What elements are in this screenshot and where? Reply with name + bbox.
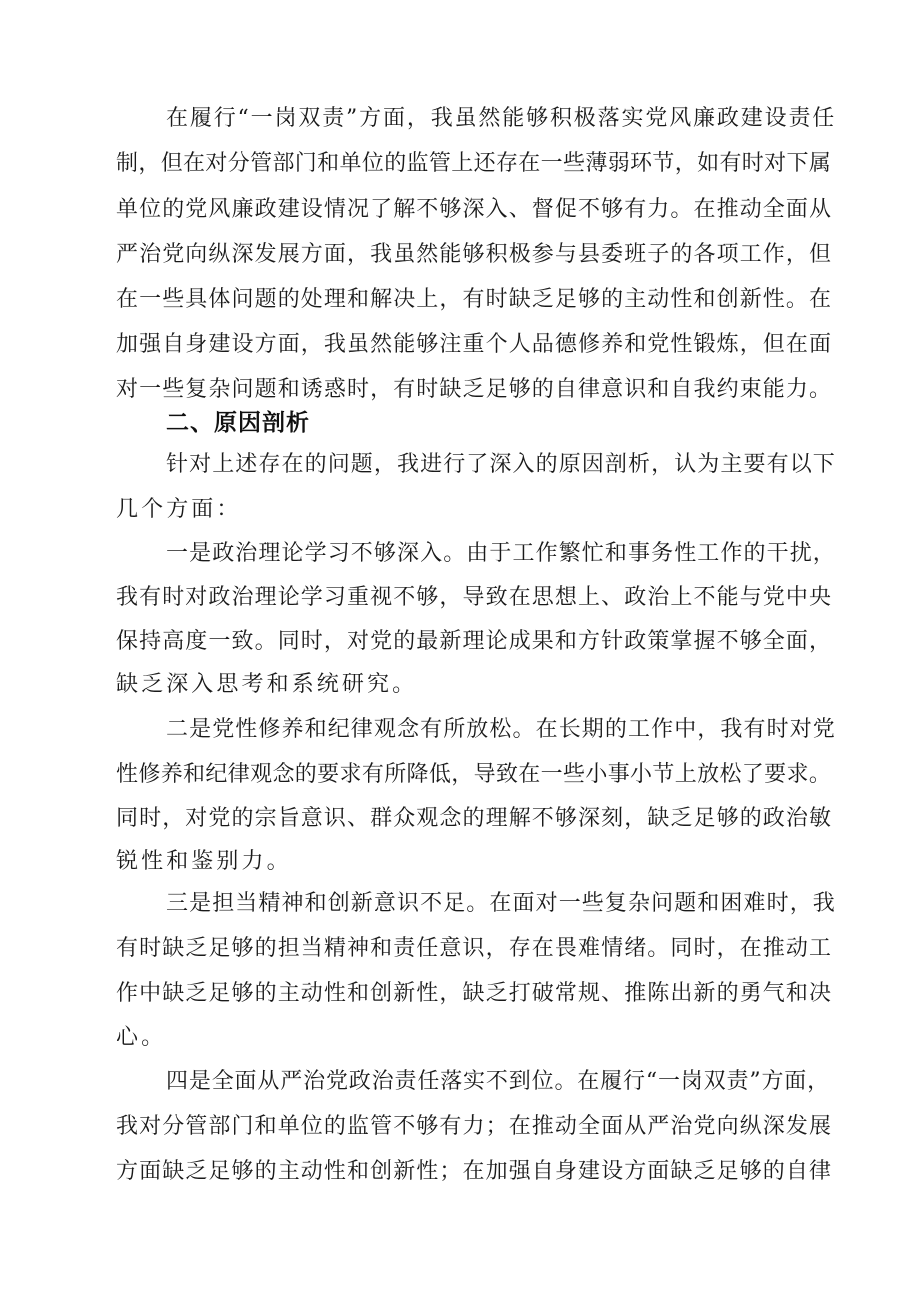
paragraph-line: 三是担当精神和创新意识不足。在面对一些复杂问题和困难时，我 <box>166 891 836 916</box>
paragraph-line: 锐性和鉴别力。 <box>116 849 292 874</box>
paragraph-line: 在履行“一岗双责”方面，我虽然能够积极落实党风廉政建设责任 <box>166 106 837 131</box>
paragraph-line: 方面缺乏足够的主动性和创新性；在加强自身建设方面缺乏足够的自律 <box>116 1159 833 1184</box>
paragraph-line: 二是党性修养和纪律观念有所放松。在长期的工作中，我有时对党 <box>166 717 836 742</box>
paragraph-line: 同时，对党的宗旨意识、群众观念的理解不够深刻，缺乏足够的政治敏 <box>116 806 833 831</box>
paragraph-line: 在一些具体问题的处理和解决上，有时缺乏足够的主动性和创新性。在 <box>116 287 833 312</box>
paragraph-line: 单位的党风廉政建设情况了解不够深入、督促不够有力。在推动全面从 <box>116 197 833 222</box>
paragraph-line: 心。 <box>116 1025 167 1050</box>
paragraph-line: 缺乏深入思考和系统研究。 <box>116 672 418 697</box>
paragraph-line: 保持高度一致。同时，对党的最新理论成果和方针政策掌握不够全面， <box>116 629 833 654</box>
paragraph-line: 性修养和纪律观念的要求有所降低，导致在一些小事小节上放松了要求。 <box>116 762 832 787</box>
paragraph-line: 四是全面从严治党政治责任落实不到位。在履行“一岗双责”方面， <box>166 1069 830 1094</box>
section-heading: 二、原因剖析 <box>166 410 310 436</box>
paragraph-line: 加强自身建设方面，我虽然能够注重个人品德修养和党性锻炼，但在面 <box>116 332 833 357</box>
paragraph-line: 我对分管部门和单位的监管不够有力；在推动全面从严治党向纵深发展 <box>116 1114 833 1139</box>
paragraph-line: 严治党向纵深发展方面，我虽然能够积极参与县委班子的各项工作，但 <box>116 242 833 267</box>
paragraph-line: 有时缺乏足够的担当精神和责任意识，存在畏难情绪。同时，在推动工 <box>116 936 833 961</box>
paragraph-line: 对一些复杂问题和诱惑时，有时缺乏足够的自律意识和自我约束能力。 <box>116 377 833 402</box>
paragraph-line: 我有时对政治理论学习重视不够，导致在思想上、政治上不能与党中央 <box>116 585 833 610</box>
paragraph-line: 一是政治理论学习不够深入。由于工作繁忙和事务性工作的干扰， <box>166 541 836 566</box>
paragraph-line: 制，但在对分管部门和单位的监管上还存在一些薄弱环节，如有时对下属 <box>116 151 832 176</box>
paragraph-line: 作中缺乏足够的主动性和创新性，缺乏打破常规、推陈出新的勇气和决 <box>116 981 833 1006</box>
paragraph-line: 几个方面： <box>116 497 242 522</box>
paragraph-line: 针对上述存在的问题，我进行了深入的原因剖析，认为主要有以下 <box>166 452 836 477</box>
